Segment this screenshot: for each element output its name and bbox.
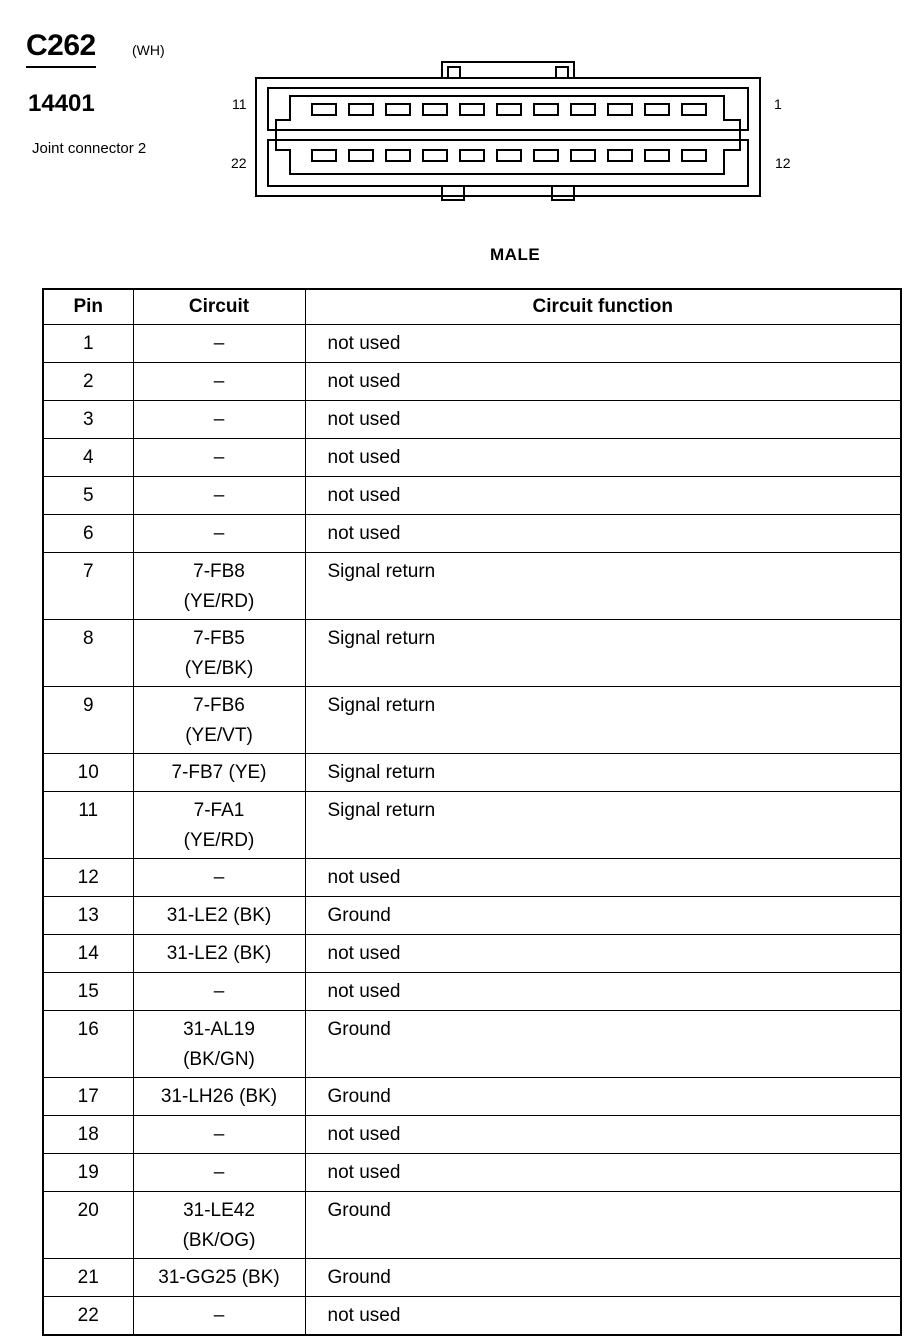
pin-number: 11: [43, 792, 133, 859]
pin-cavity: [349, 150, 373, 161]
circuit-function: not used: [305, 401, 901, 439]
table-row: [43, 1297, 901, 1336]
circuit-cell: [133, 754, 305, 792]
circuit-function: Signal return: [305, 792, 901, 859]
circuit-function: Signal return: [305, 754, 901, 792]
circuit-function: Ground: [305, 1259, 901, 1297]
circuit-function: Signal return: [305, 620, 901, 687]
pin-cavity: [645, 104, 669, 115]
circuit-line: –: [213, 981, 225, 1002]
circuit-line: 7-FB8: [193, 561, 245, 582]
pin-table: [42, 288, 902, 1336]
circuit-function: Ground: [305, 897, 901, 935]
circuit-cell: [133, 1259, 305, 1297]
circuit-cell: [133, 1011, 305, 1078]
circuit-line: (YE/RD): [183, 830, 255, 851]
circuit-line: (YE/RD): [183, 591, 255, 612]
pin-number: 6: [43, 515, 133, 553]
circuit-line: (YE/BK): [184, 658, 254, 679]
pin-number: 7: [43, 553, 133, 620]
pin-cavity: [534, 150, 558, 161]
table-row: [43, 792, 901, 859]
table-row: [43, 1011, 901, 1078]
circuit-line: 7-FB6: [193, 695, 245, 716]
circuit-function: Signal return: [305, 553, 901, 620]
circuit-line: 31-GG25 (BK): [158, 1267, 280, 1288]
circuit-line: –: [213, 485, 225, 506]
table-row: [43, 401, 901, 439]
pin-cavity: [349, 104, 373, 115]
circuit-function: not used: [305, 363, 901, 401]
pin-number: 19: [43, 1154, 133, 1192]
connector-diagram: [226, 58, 766, 204]
table-row: [43, 620, 901, 687]
pin-row-bottom: [312, 150, 706, 161]
circuit-function: Signal return: [305, 687, 901, 754]
pin-cavity: [460, 104, 484, 115]
pin-label-bottom-right: 12: [775, 155, 791, 171]
table-row: [43, 1116, 901, 1154]
circuit-line: 7-FA1: [193, 800, 245, 821]
circuit-cell: [133, 439, 305, 477]
circuit-cell: [133, 1078, 305, 1116]
pin-cavity: [534, 104, 558, 115]
pin-number: 12: [43, 859, 133, 897]
table-row: [43, 325, 901, 363]
table-row: [43, 1259, 901, 1297]
table-row: [43, 477, 901, 515]
circuit-cell: [133, 687, 305, 754]
circuit-line: 7-FB7 (YE): [171, 762, 267, 783]
pin-number: 4: [43, 439, 133, 477]
part-number: 14401: [28, 90, 95, 117]
circuit-cell: [133, 1154, 305, 1192]
table-row: [43, 363, 901, 401]
header-circuit-function: Circuit function: [305, 289, 901, 325]
circuit-cell: [133, 477, 305, 515]
table-row: [43, 754, 901, 792]
circuit-function: not used: [305, 515, 901, 553]
pin-number: 18: [43, 1116, 133, 1154]
connector-description: Joint connector 2: [32, 140, 147, 157]
pin-number: 3: [43, 401, 133, 439]
circuit-line: 31-LH26 (BK): [160, 1086, 278, 1107]
pin-cavity: [645, 150, 669, 161]
pin-table-body: [43, 325, 901, 1336]
circuit-line: –: [213, 867, 225, 888]
pin-row-top: [312, 104, 706, 115]
pin-cavity: [386, 104, 410, 115]
pin-cavity: [312, 104, 336, 115]
connector-color: (WH): [132, 42, 165, 58]
pin-cavity: [460, 150, 484, 161]
circuit-line: 31-LE2 (BK): [166, 905, 272, 926]
circuit-line: 7-FB5: [193, 628, 245, 649]
circuit-line: –: [213, 1305, 225, 1326]
circuit-function: Ground: [305, 1192, 901, 1259]
table-row: [43, 1192, 901, 1259]
pin-label-top-left: 11: [232, 96, 247, 112]
circuit-line: –: [213, 1124, 225, 1145]
circuit-cell: [133, 1297, 305, 1336]
pin-number: 15: [43, 973, 133, 1011]
connector-code: C262: [26, 28, 96, 68]
circuit-function: not used: [305, 477, 901, 515]
circuit-line: –: [213, 523, 225, 544]
circuit-cell: [133, 1192, 305, 1259]
pin-number: 21: [43, 1259, 133, 1297]
circuit-line: –: [213, 447, 225, 468]
pin-number: 8: [43, 620, 133, 687]
pin-label-bottom-left: 22: [231, 155, 247, 171]
pin-cavity: [497, 150, 521, 161]
pin-number: 17: [43, 1078, 133, 1116]
circuit-line: (YE/VT): [185, 725, 253, 746]
circuit-function: not used: [305, 439, 901, 477]
header-circuit: Circuit: [133, 289, 305, 325]
circuit-cell: [133, 897, 305, 935]
circuit-cell: [133, 515, 305, 553]
circuit-function: not used: [305, 1116, 901, 1154]
header-pin: Pin: [43, 289, 133, 325]
circuit-line: 31-AL19: [183, 1019, 255, 1040]
pin-cavity: [682, 150, 706, 161]
circuit-cell: [133, 859, 305, 897]
table-row: [43, 897, 901, 935]
pin-cavity: [386, 150, 410, 161]
table-row: [43, 1078, 901, 1116]
pin-number: 2: [43, 363, 133, 401]
circuit-function: Ground: [305, 1011, 901, 1078]
pin-number: 9: [43, 687, 133, 754]
circuit-line: 31-LE2 (BK): [166, 943, 272, 964]
pin-number: 5: [43, 477, 133, 515]
pin-number: 16: [43, 1011, 133, 1078]
circuit-line: –: [213, 1162, 225, 1183]
pin-label-top-right: 1: [774, 96, 782, 112]
pin-cavity: [423, 150, 447, 161]
circuit-line: –: [213, 333, 225, 354]
pin-cavity: [423, 104, 447, 115]
table-row: [43, 687, 901, 754]
circuit-cell: [133, 620, 305, 687]
circuit-cell: [133, 363, 305, 401]
pin-number: 13: [43, 897, 133, 935]
pin-cavity: [571, 150, 595, 161]
circuit-function: not used: [305, 1154, 901, 1192]
pin-cavity: [312, 150, 336, 161]
pin-cavity: [608, 104, 632, 115]
circuit-cell: [133, 935, 305, 973]
table-header-row: [43, 289, 901, 325]
circuit-line: –: [213, 409, 225, 430]
circuit-cell: [133, 325, 305, 363]
circuit-function: not used: [305, 859, 901, 897]
pin-cavity: [571, 104, 595, 115]
circuit-cell: [133, 973, 305, 1011]
table-row: [43, 515, 901, 553]
circuit-function: not used: [305, 325, 901, 363]
circuit-cell: [133, 1116, 305, 1154]
pin-cavity: [608, 150, 632, 161]
circuit-function: not used: [305, 973, 901, 1011]
table-row: [43, 859, 901, 897]
circuit-cell: [133, 792, 305, 859]
circuit-line: (BK/OG): [182, 1230, 256, 1251]
pin-number: 1: [43, 325, 133, 363]
table-row: [43, 973, 901, 1011]
circuit-line: (BK/GN): [183, 1049, 255, 1070]
table-row: [43, 553, 901, 620]
table-row: [43, 935, 901, 973]
pin-number: 14: [43, 935, 133, 973]
pin-number: 22: [43, 1297, 133, 1336]
pin-cavity: [497, 104, 521, 115]
circuit-line: 31-LE42: [183, 1200, 255, 1221]
connector-gender: MALE: [490, 245, 541, 264]
circuit-line: –: [213, 371, 225, 392]
circuit-function: not used: [305, 1297, 901, 1336]
circuit-cell: [133, 553, 305, 620]
table-row: [43, 1154, 901, 1192]
circuit-function: Ground: [305, 1078, 901, 1116]
pin-number: 20: [43, 1192, 133, 1259]
circuit-cell: [133, 401, 305, 439]
pin-number: 10: [43, 754, 133, 792]
circuit-function: not used: [305, 935, 901, 973]
table-row: [43, 439, 901, 477]
pin-cavity: [682, 104, 706, 115]
